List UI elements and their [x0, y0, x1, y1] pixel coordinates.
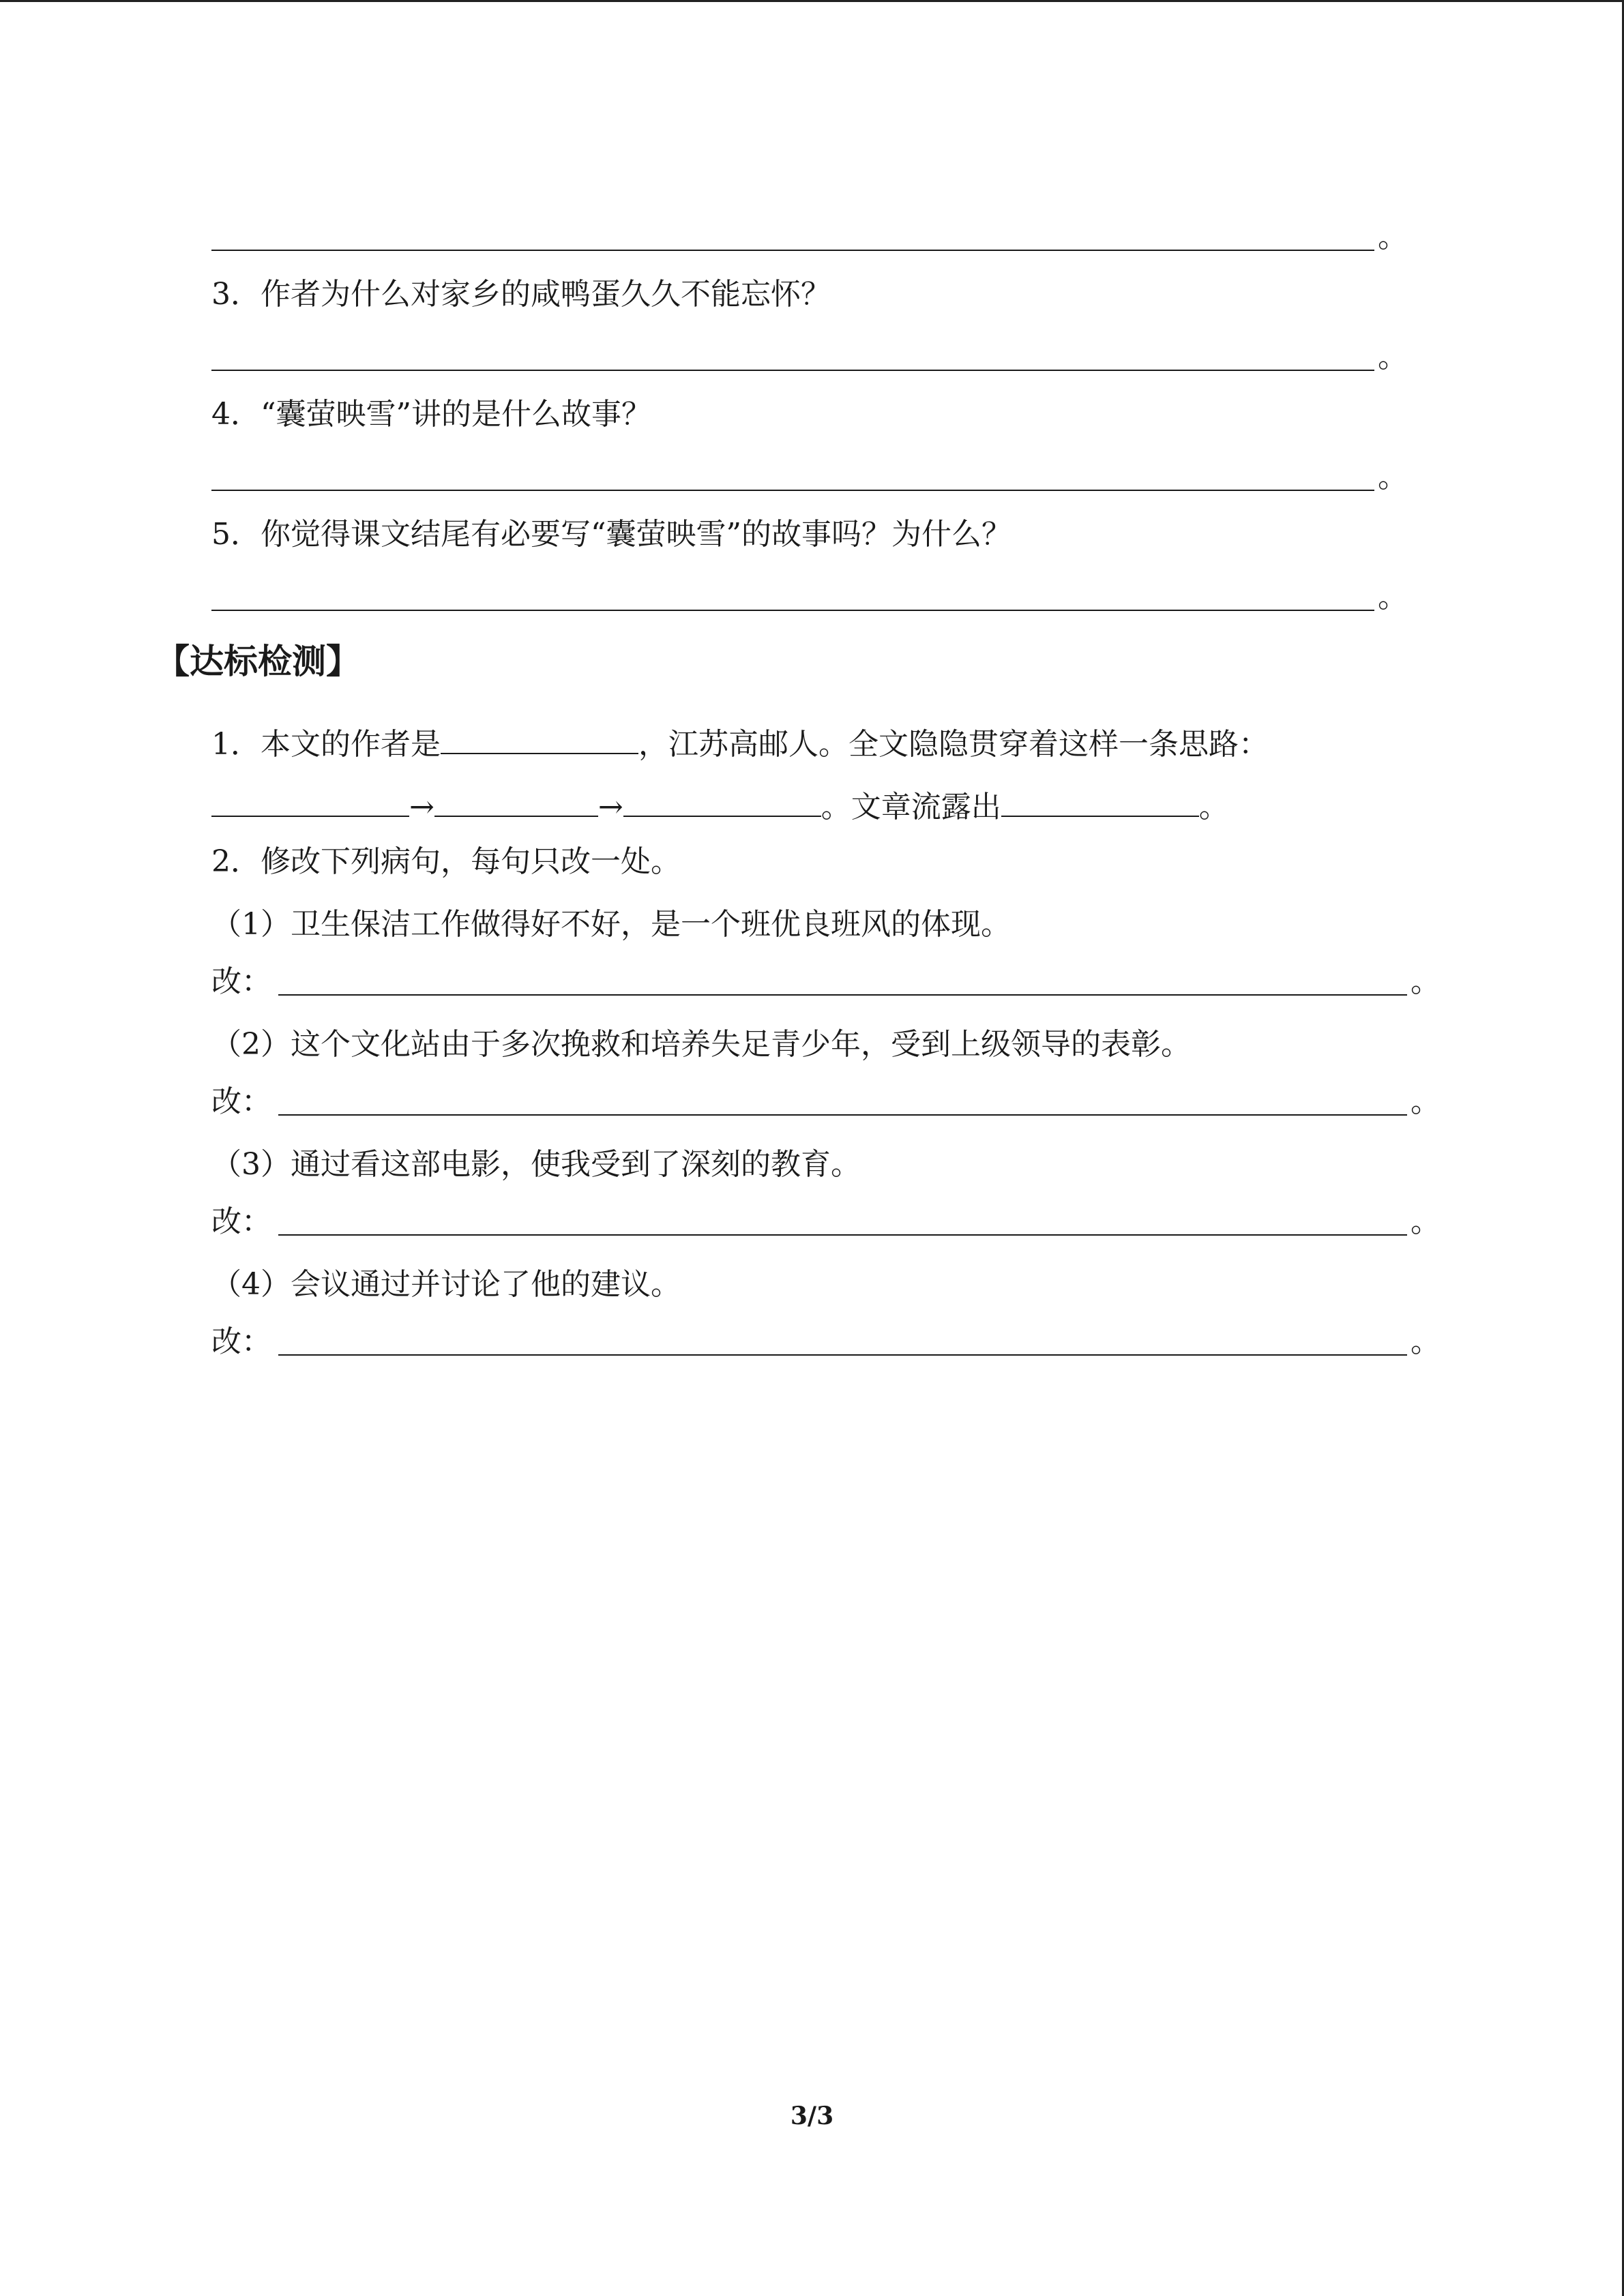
answer-blank-q4[interactable]	[211, 457, 1408, 498]
period: 。	[1411, 1084, 1441, 1119]
answer-underline	[278, 1354, 1407, 1356]
page-number: 3/3	[790, 2102, 834, 2130]
q1-middle: ，江苏高邮人。全文隐隐贯穿着这样一条思路：	[638, 727, 1269, 762]
fix-row-3[interactable]	[211, 1202, 1441, 1242]
question-3: 3．作者为什么对家乡的咸鸭蛋久久不能忘怀？	[211, 277, 831, 312]
sentence-1: （1）卫生保洁工作做得好不好，是一个班优良班风的体现。	[211, 907, 1011, 942]
arrow: →	[409, 790, 434, 824]
top-border-line	[0, 0, 1624, 2]
question-5: 5．你觉得课文结尾有必要写“囊萤映雪”的故事吗？为什么？	[211, 517, 1012, 552]
period: 。	[1378, 460, 1408, 494]
answer-underline	[211, 250, 1374, 251]
sentence-4: （4）会议通过并讨论了他的建议。	[211, 1267, 681, 1302]
arrow: →	[597, 790, 623, 824]
fix-label: 改：	[211, 964, 271, 999]
sentence-3: （3）通过看这部电影，使我受到了深刻的教育。	[211, 1147, 861, 1182]
answer-underline	[278, 994, 1407, 996]
answer-blank-q3[interactable]	[211, 337, 1408, 378]
fix-label: 改：	[211, 1324, 271, 1359]
answer-underline	[211, 490, 1374, 491]
answer-underline	[211, 610, 1374, 611]
section-q2: 2．修改下列病句，每句只改一处。	[211, 844, 681, 879]
answer-blank-q5[interactable]	[211, 577, 1408, 618]
section-q1-line2	[211, 784, 1229, 828]
thought-blank-2[interactable]	[434, 784, 598, 817]
answer-underline	[211, 370, 1374, 371]
q1-after: 。文章流露出	[821, 790, 1001, 824]
period: 。	[1411, 964, 1441, 999]
period: 。	[1411, 1324, 1441, 1359]
fix-label: 改：	[211, 1204, 271, 1239]
author-blank[interactable]	[441, 721, 638, 754]
answer-underline	[278, 1234, 1407, 1236]
thought-blank-3[interactable]	[623, 784, 821, 817]
q1-prefix: 1．本文的作者是	[211, 727, 441, 762]
q1-end: 。	[1198, 790, 1229, 824]
emotion-blank[interactable]	[1001, 784, 1199, 817]
fix-row-4[interactable]	[211, 1322, 1441, 1362]
period: 。	[1378, 340, 1408, 374]
sentence-2: （2）这个文化站由于多次挽救和培养失足青少年，受到上级领导的表彰。	[211, 1027, 1191, 1062]
fix-row-1[interactable]	[211, 961, 1441, 1002]
fix-row-2[interactable]	[211, 1082, 1441, 1122]
section-q1-line1	[211, 721, 1269, 765]
fix-label: 改：	[211, 1084, 271, 1119]
section-heading: 【达标检测】	[156, 641, 360, 681]
period: 。	[1411, 1204, 1441, 1239]
thought-blank-1[interactable]	[211, 784, 409, 817]
period: 。	[1378, 220, 1408, 254]
question-4: 4．“囊萤映雪”讲的是什么故事？	[211, 397, 651, 432]
answer-blank-q2-continued[interactable]	[211, 217, 1408, 258]
answer-underline	[278, 1114, 1407, 1116]
period: 。	[1378, 580, 1408, 614]
